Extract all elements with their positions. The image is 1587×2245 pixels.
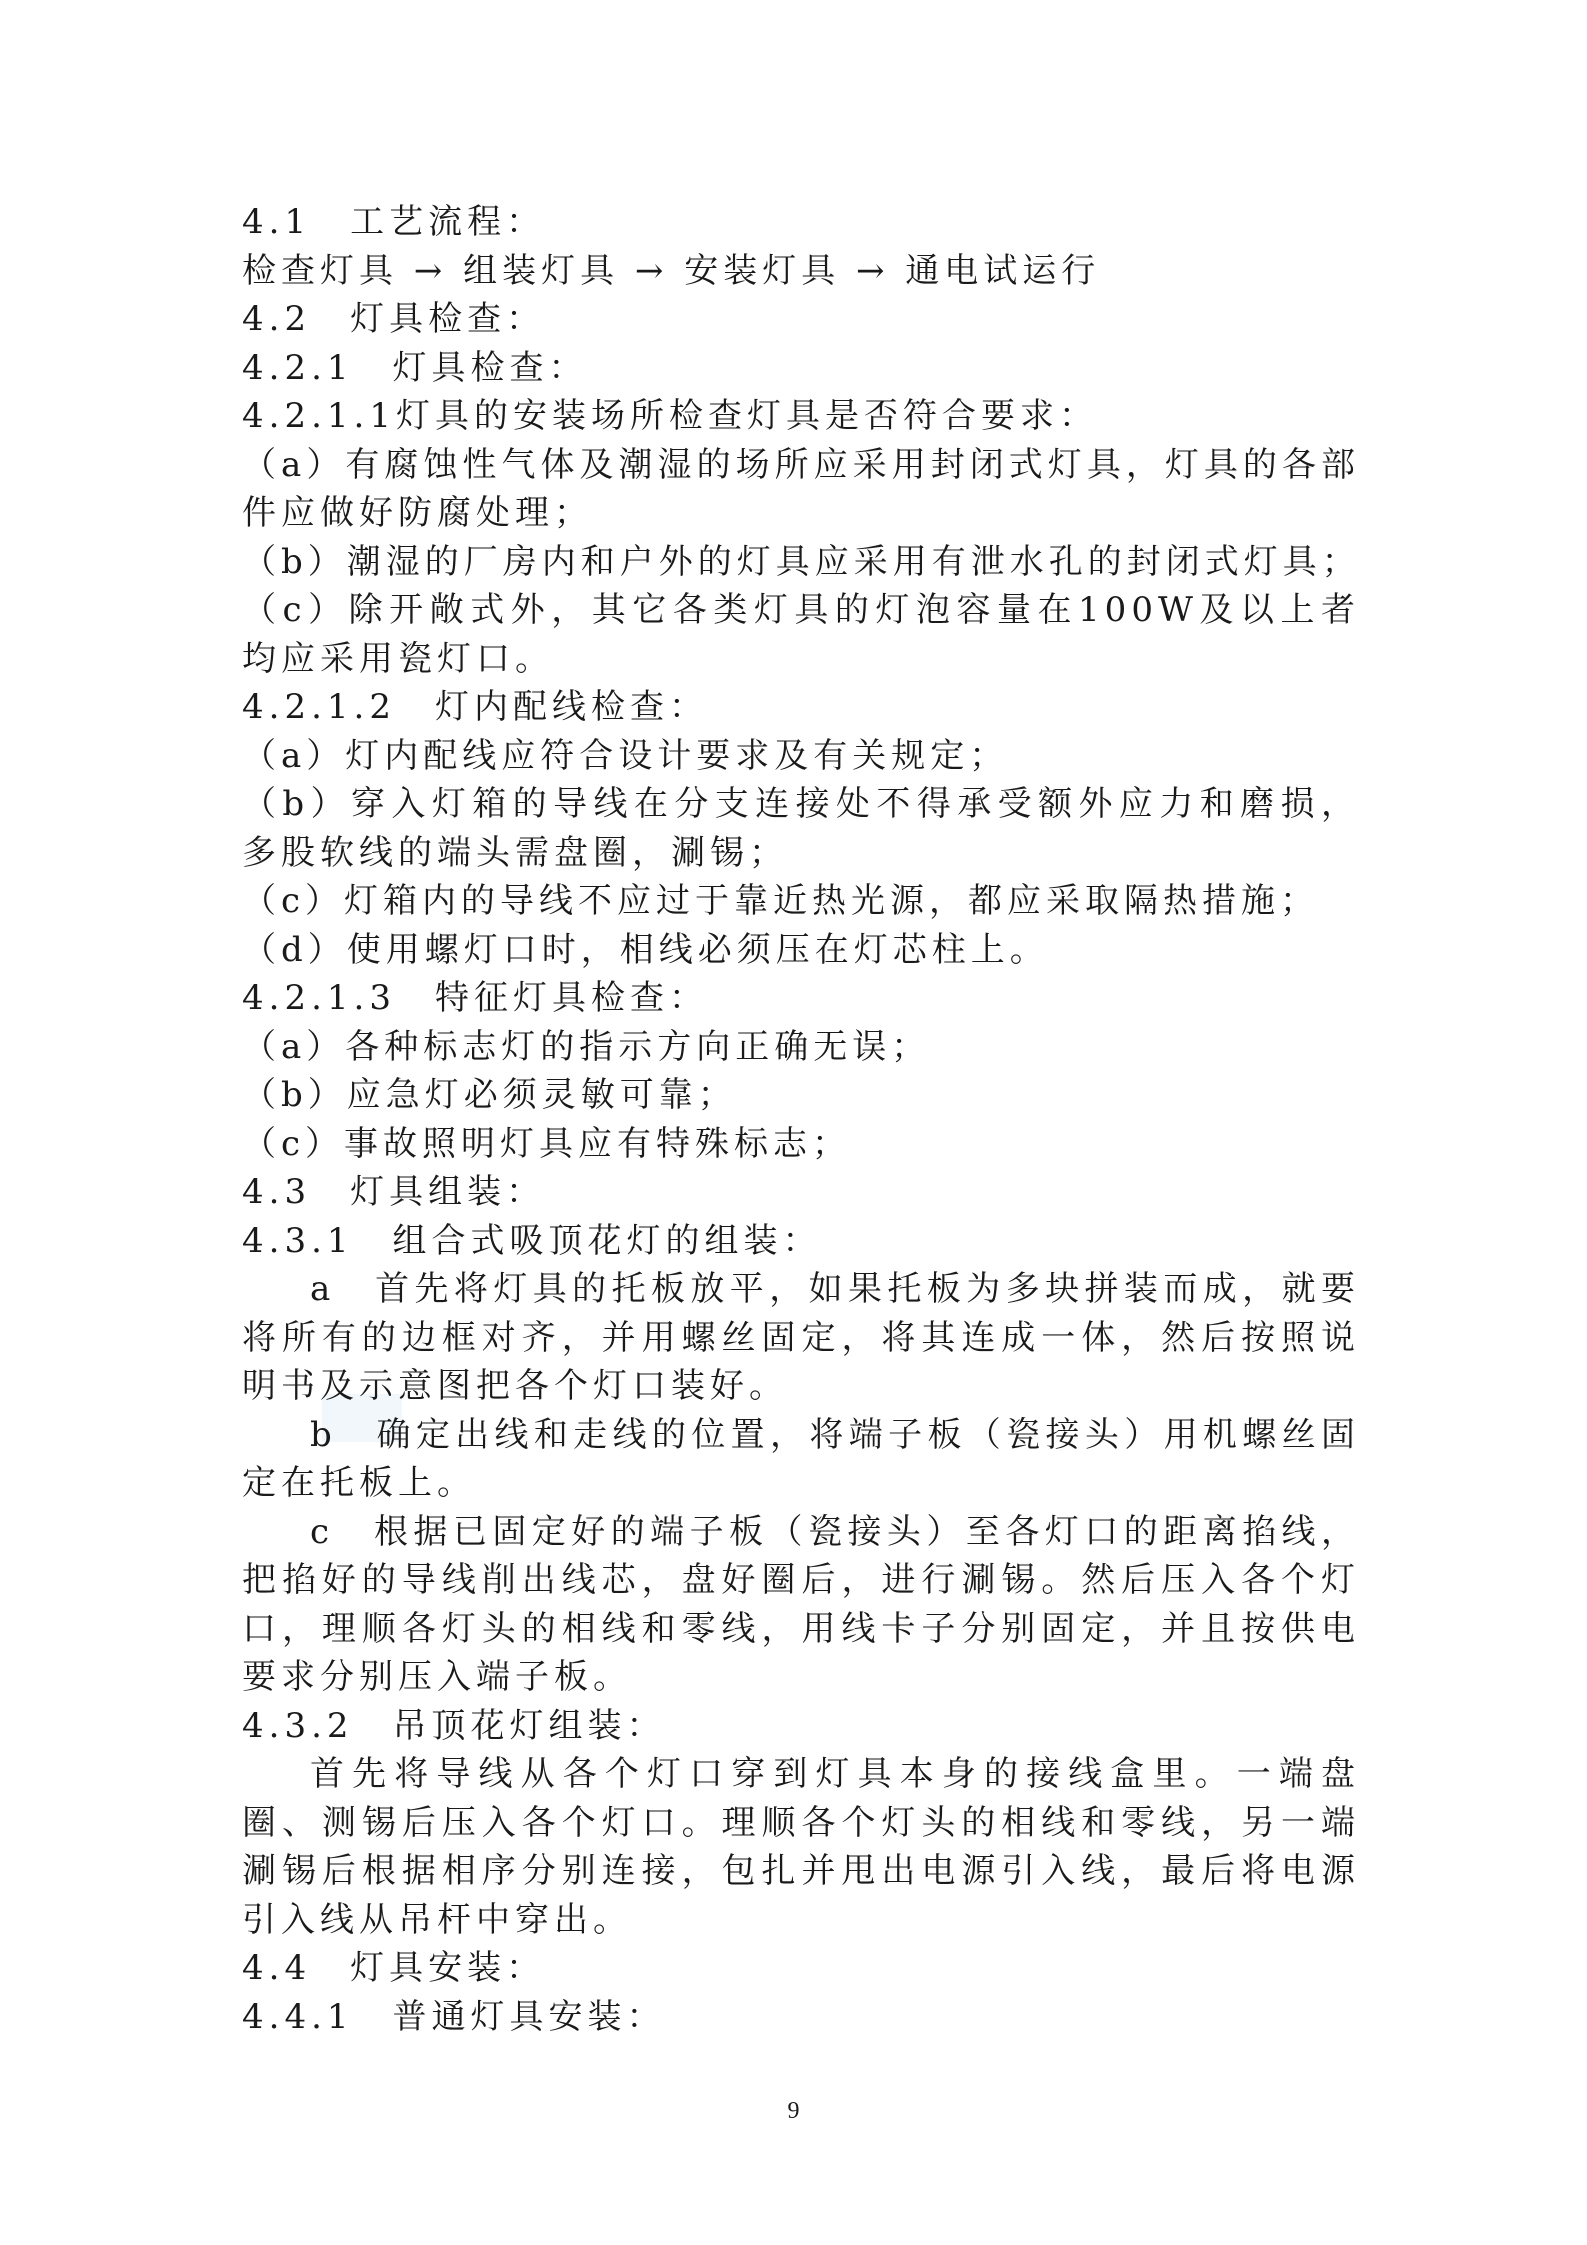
item-4-2-1-1-a: （a）有腐蚀性气体及潮湿的场所应采用封闭式灯具，灯具的各部件应做好防腐处理； — [242, 444, 1360, 533]
heading-4-4: 4.4 灯具安装： — [242, 1948, 546, 1988]
item-4-2-1-1-b: （b）潮湿的厂房内和户外的灯具应采用有泄水孔的封闭式灯具； — [242, 541, 1361, 582]
item-4-2-1-2-c: （c）灯箱内的导线不应过于靠近热光源，都应采取隔热措施； — [242, 881, 1320, 921]
item-4-2-1-3-b: （b）应急灯必须灵敏可靠； — [242, 1075, 737, 1115]
heading-4-3-2: 4.3.2 吊顶花灯组装： — [242, 1705, 666, 1746]
item-4-2-1-1-c: （c）除开敞式外，其它各类灯具的灯泡容量在100W及以上者均应采用瓷灯口。 — [242, 590, 1360, 679]
item-4-2-1-3-c: （c）事故照明灯具应有特殊标志； — [242, 1123, 852, 1164]
heading-4-2-1-2: 4.2.1.2 灯内配线检查： — [242, 687, 708, 727]
document-body — [242, 198, 1360, 2041]
heading-4-2-1-3: 4.2.1.3 特征灯具检查： — [242, 978, 708, 1018]
heading-4-3: 4.3 灯具组装： — [242, 1172, 546, 1212]
heading-4-3-1: 4.3.1 组合式吸顶花灯的组装： — [242, 1220, 822, 1261]
paragraph-4-3-2: 首先将导线从各个灯口穿到灯具本身的接线盒里。一端盘圈、测锡后压入各个灯口。理顺各个灯头的相线和零线，另一端涮锡后根据相序分别连接，包扎并甩出电源引入线，最后将电源引入线从吊杆中穿出。 — [242, 1754, 1360, 1940]
paragraph-4-3-1-c: c 根据已固定好的端子板（瓷接头）至各灯口的距离掐线，把掐好的导线削出线芯，盘好圈后，进行涮锡。然后压入各个灯口，理顺各灯头的相线和零线，用线卡子分别固定，并且按供电要求分别压入端子板。 — [242, 1511, 1360, 1697]
paragraph-4-3-1-a: a 首先将灯具的托板放平，如果托板为多块拼装而成，就要将所有的边框对齐，并用螺丝固定，将其连成一体，然后按照说明书及示意图把各个灯口装好。 — [242, 1269, 1360, 1406]
heading-4-2-1: 4.2.1 灯具检查： — [242, 347, 588, 388]
item-4-2-1-2-b: （b）穿入灯箱的导线在分支连接处不得承受额外应力和磨损，多股软线的端头需盘圈，涮锡； — [242, 784, 1360, 873]
heading-4-1: 4.1 工艺流程： — [242, 202, 546, 242]
item-4-2-1-2-d: （d）使用螺灯口时，相线必须压在灯芯柱上。 — [242, 929, 1049, 970]
heading-4-2-1-1: 4.2.1.1灯具的安装场所检查灯具是否符合要求： — [242, 396, 1098, 436]
page-number: 9 — [787, 2098, 800, 2124]
process-flow: 检查灯具 → 组装灯具 → 安装灯具 → 通电试运行 — [242, 250, 1101, 291]
paragraph-4-3-1-b: b 确定出线和走线的位置，将端子板（瓷接头）用机螺丝固定在托板上。 — [242, 1414, 1360, 1503]
heading-4-4-1: 4.4.1 普通灯具安装： — [242, 1996, 666, 2037]
item-4-2-1-2-a: （a）灯内配线应符合设计要求及有关规定； — [242, 735, 1009, 776]
item-4-2-1-3-a: （a）各种标志灯的指示方向正确无误； — [242, 1026, 931, 1067]
heading-4-2: 4.2 灯具检查： — [242, 299, 546, 339]
